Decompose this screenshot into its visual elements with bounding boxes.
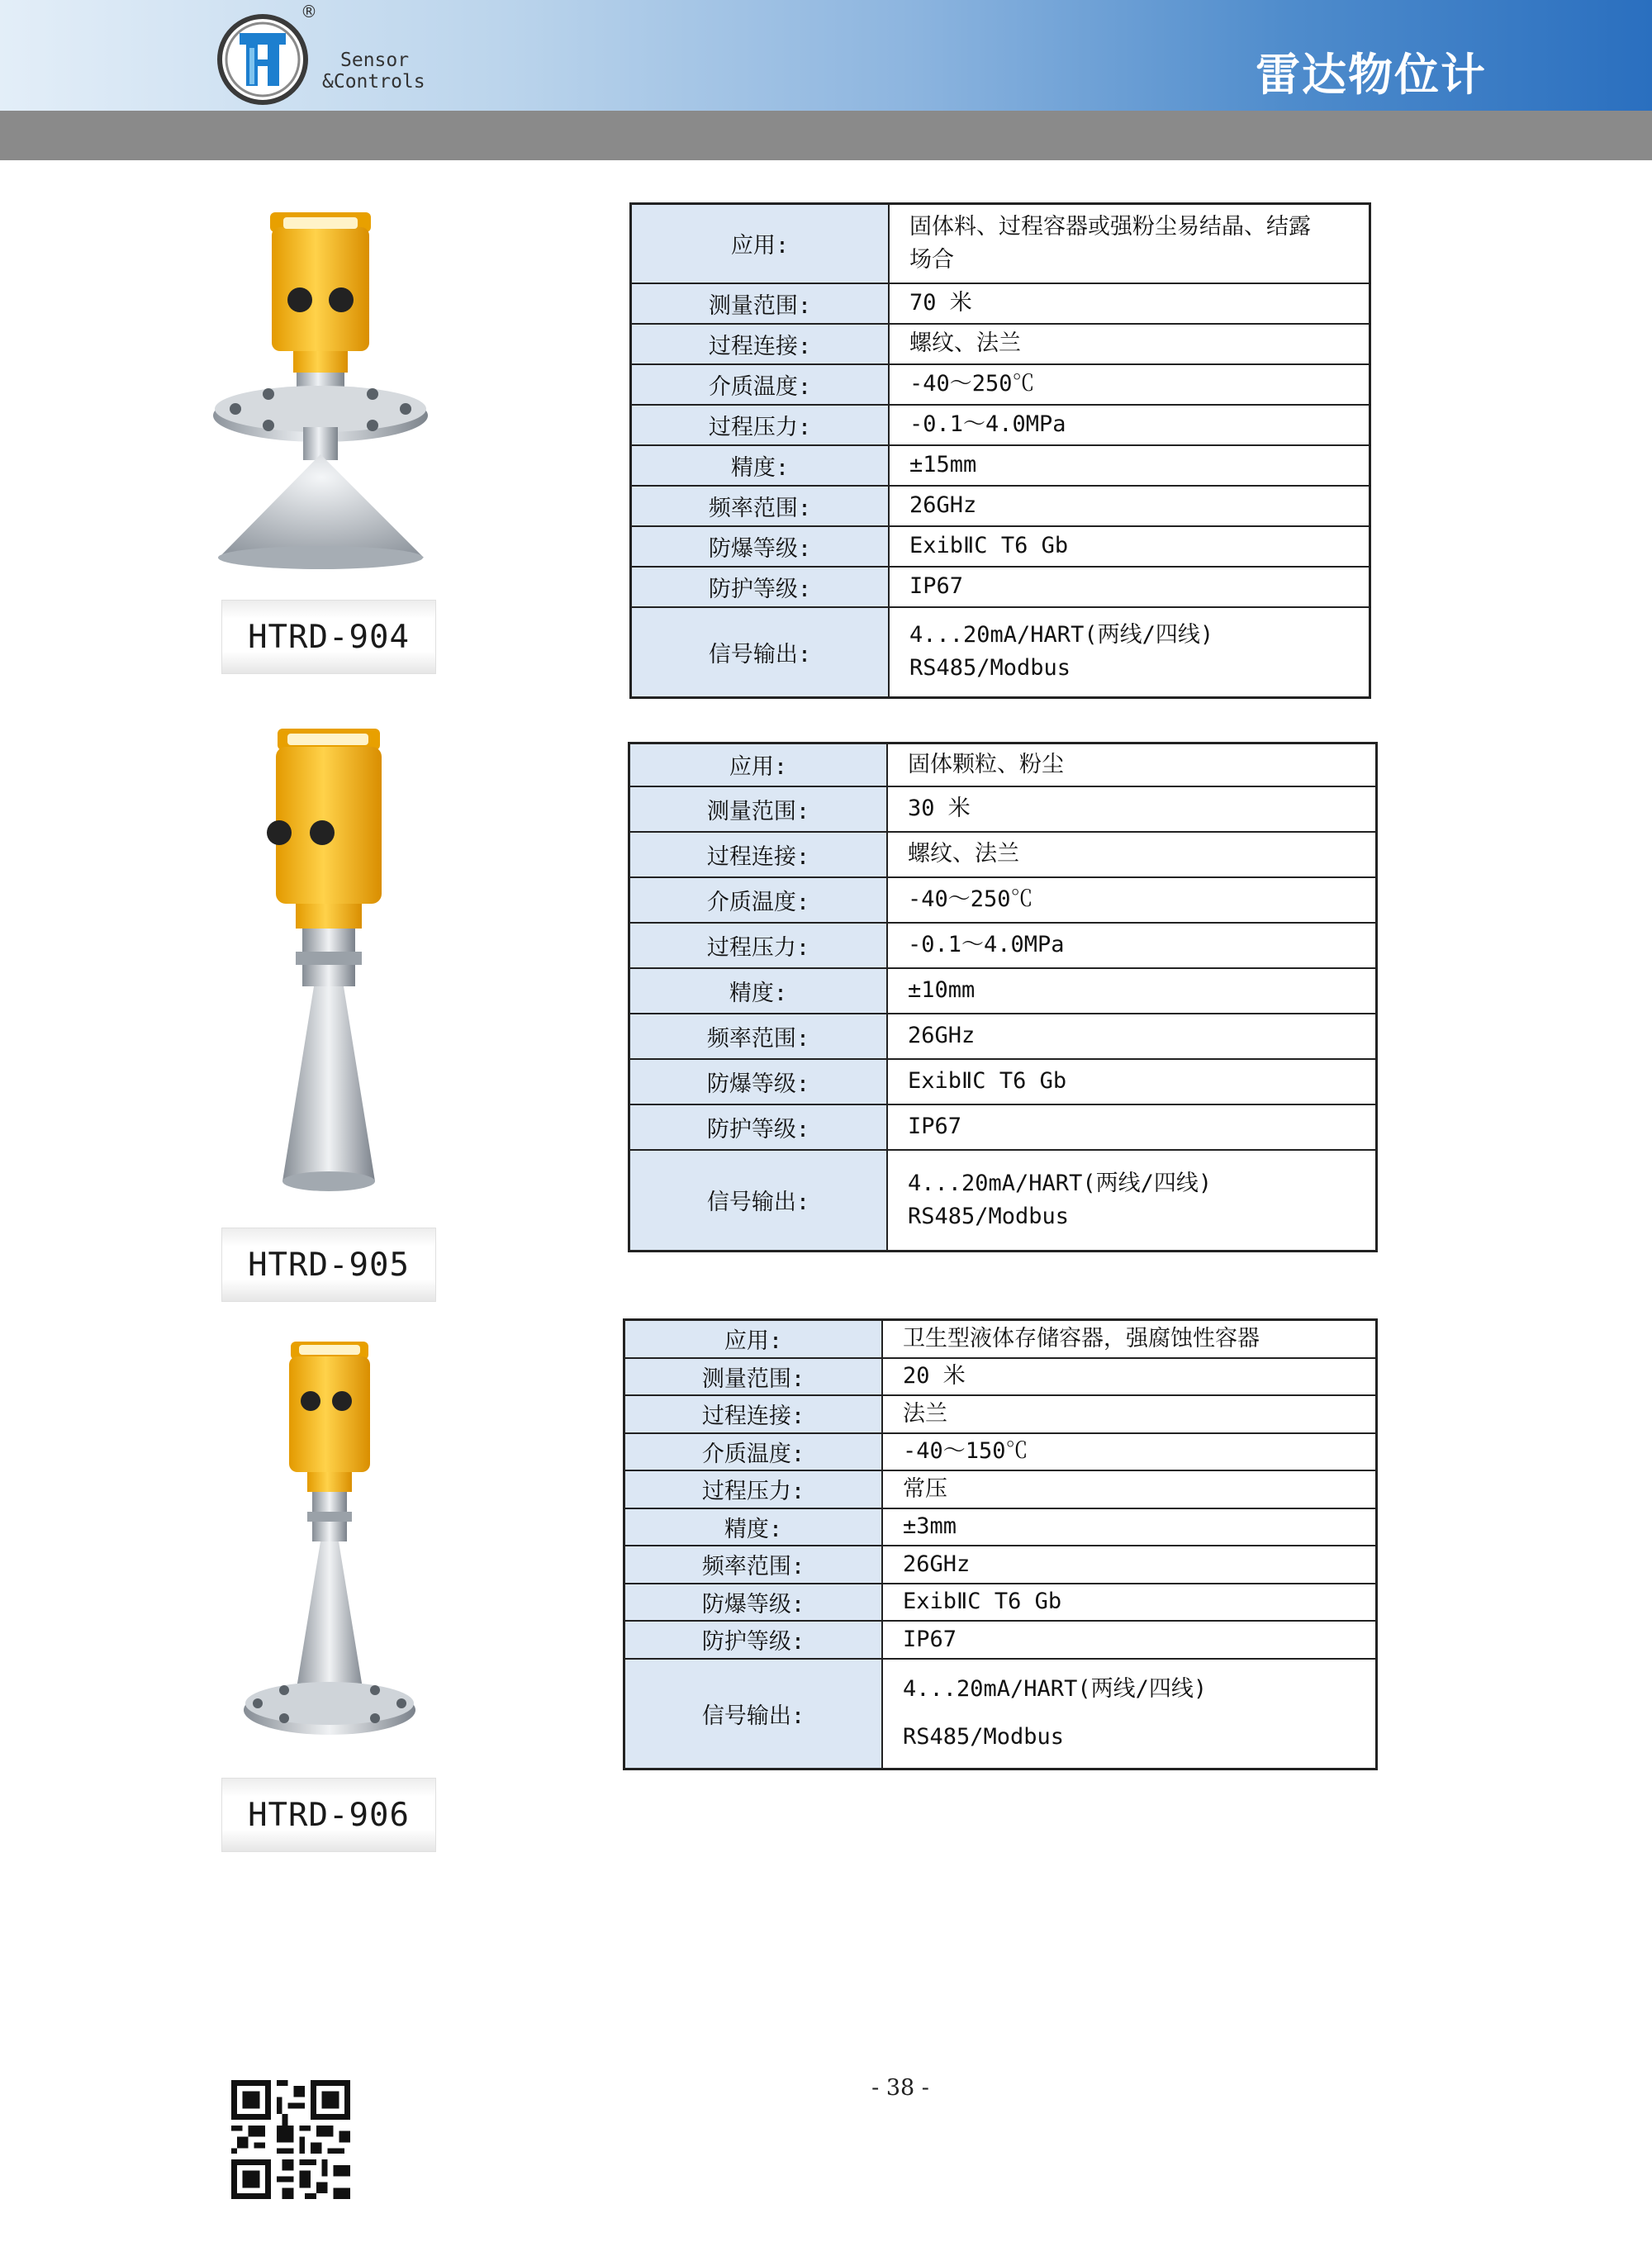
spec-value-line: 4...20mA/HART(两线/四线) xyxy=(909,622,1214,648)
spec-label: 测量范围: xyxy=(624,1358,883,1395)
company-logo-icon xyxy=(216,13,309,106)
spec-table xyxy=(629,202,1371,699)
spec-value: -0.1～4.0MPa xyxy=(889,405,1370,445)
spec-label: 过程压力: xyxy=(629,923,888,968)
spec-label: 应用: xyxy=(624,1320,883,1358)
model-label: HTRD-906 xyxy=(221,1778,436,1852)
spec-value: 法兰 xyxy=(882,1395,1377,1433)
spec-table xyxy=(628,742,1378,1252)
spec-label: 介质温度: xyxy=(624,1433,883,1470)
spec-label: 防护等级: xyxy=(629,1104,888,1150)
spec-label: 防护等级: xyxy=(624,1621,883,1659)
spec-table xyxy=(623,1318,1378,1770)
spec-label: 介质温度: xyxy=(629,877,888,923)
registered-mark: ® xyxy=(301,2,317,21)
spec-value-line: RS485/Modbus xyxy=(903,1724,1065,1750)
spec-label: 信号输出: xyxy=(629,1150,888,1252)
spec-label: 频率范围: xyxy=(624,1546,883,1584)
spec-value: -40～150℃ xyxy=(882,1433,1377,1470)
header-gray-bar xyxy=(0,111,1652,160)
spec-label: 应用: xyxy=(629,743,888,786)
spec-label: 精度: xyxy=(624,1508,883,1546)
spec-label: 过程压力: xyxy=(631,405,890,445)
radar-level-meter-parabolic-antenna-icon xyxy=(211,211,434,574)
spec-label: 精度: xyxy=(629,968,888,1014)
spec-value: 26GHz xyxy=(889,486,1370,526)
radar-level-meter-horn-antenna-icon xyxy=(263,727,395,1198)
spec-value: 螺纹、法兰 xyxy=(887,832,1377,877)
spec-label: 频率范围: xyxy=(629,1014,888,1059)
spec-value: IP67 xyxy=(887,1104,1377,1150)
qr-code-icon xyxy=(231,2080,350,2199)
company-logo-text xyxy=(322,50,425,93)
spec-value: -0.1～4.0MPa xyxy=(887,923,1377,968)
spec-label: 防爆等级: xyxy=(631,526,890,567)
spec-label: 防护等级: xyxy=(631,567,890,607)
spec-value xyxy=(889,607,1370,698)
spec-label: 信号输出: xyxy=(624,1659,883,1769)
radar-level-meter-flanged-horn-icon xyxy=(241,1340,418,1745)
spec-label: 过程连接: xyxy=(624,1395,883,1433)
spec-value: 70 米 xyxy=(889,283,1370,324)
spec-label: 测量范围: xyxy=(631,283,890,324)
spec-label: 应用: xyxy=(631,204,890,283)
spec-label: 介质温度: xyxy=(631,364,890,405)
logo-text-line1: Sensor xyxy=(340,50,410,71)
spec-value: 26GHz xyxy=(882,1546,1377,1584)
spec-value: IP67 xyxy=(889,567,1370,607)
spec-value xyxy=(887,1150,1377,1252)
spec-label: 测量范围: xyxy=(629,786,888,832)
spec-label: 信号输出: xyxy=(631,607,890,698)
spec-value: 30 米 xyxy=(887,786,1377,832)
spec-value-line: 场合 xyxy=(909,246,954,273)
spec-value: 20 米 xyxy=(882,1358,1377,1395)
spec-value: ExibⅡC T6 Gb xyxy=(882,1584,1377,1621)
spec-value: ±3mm xyxy=(882,1508,1377,1546)
spec-value: 固体颗粒、粉尘 xyxy=(887,743,1377,786)
spec-value: ExibⅡC T6 Gb xyxy=(887,1059,1377,1104)
spec-label: 过程连接: xyxy=(629,832,888,877)
spec-value-line: RS485/Modbus xyxy=(908,1203,1070,1229)
spec-value: ExibⅡC T6 Gb xyxy=(889,526,1370,567)
spec-value-line: 固体料、过程容器或强粉尘易结晶、结露 xyxy=(909,213,1311,240)
spec-label: 防爆等级: xyxy=(624,1584,883,1621)
model-label: HTRD-904 xyxy=(221,600,436,674)
spec-value: ±15mm xyxy=(889,445,1370,486)
spec-value-line: 4...20mA/HART(两线/四线) xyxy=(903,1676,1208,1703)
model-label: HTRD-905 xyxy=(221,1228,436,1302)
spec-value: 卫生型液体存储容器，强腐蚀性容器 xyxy=(882,1320,1377,1358)
spec-value: 常压 xyxy=(882,1470,1377,1508)
spec-value: -40～250℃ xyxy=(889,364,1370,405)
logo-text-line2: &Controls xyxy=(322,71,425,93)
spec-value-line: RS485/Modbus xyxy=(909,655,1071,682)
spec-value-line: 4...20mA/HART(两线/四线) xyxy=(908,1170,1213,1196)
spec-label: 频率范围: xyxy=(631,486,890,526)
spec-value xyxy=(889,204,1370,283)
spec-value: IP67 xyxy=(882,1621,1377,1659)
spec-value: -40～250℃ xyxy=(887,877,1377,923)
page-number: - 38 - xyxy=(871,2075,929,2101)
spec-label: 过程连接: xyxy=(631,324,890,364)
spec-value xyxy=(882,1659,1377,1769)
spec-value: ±10mm xyxy=(887,968,1377,1014)
spec-value: 26GHz xyxy=(887,1014,1377,1059)
spec-label: 过程压力: xyxy=(624,1470,883,1508)
spec-label: 精度: xyxy=(631,445,890,486)
spec-value: 螺纹、法兰 xyxy=(889,324,1370,364)
spec-label: 防爆等级: xyxy=(629,1059,888,1104)
page-title: 雷达物位计 xyxy=(1256,49,1487,101)
